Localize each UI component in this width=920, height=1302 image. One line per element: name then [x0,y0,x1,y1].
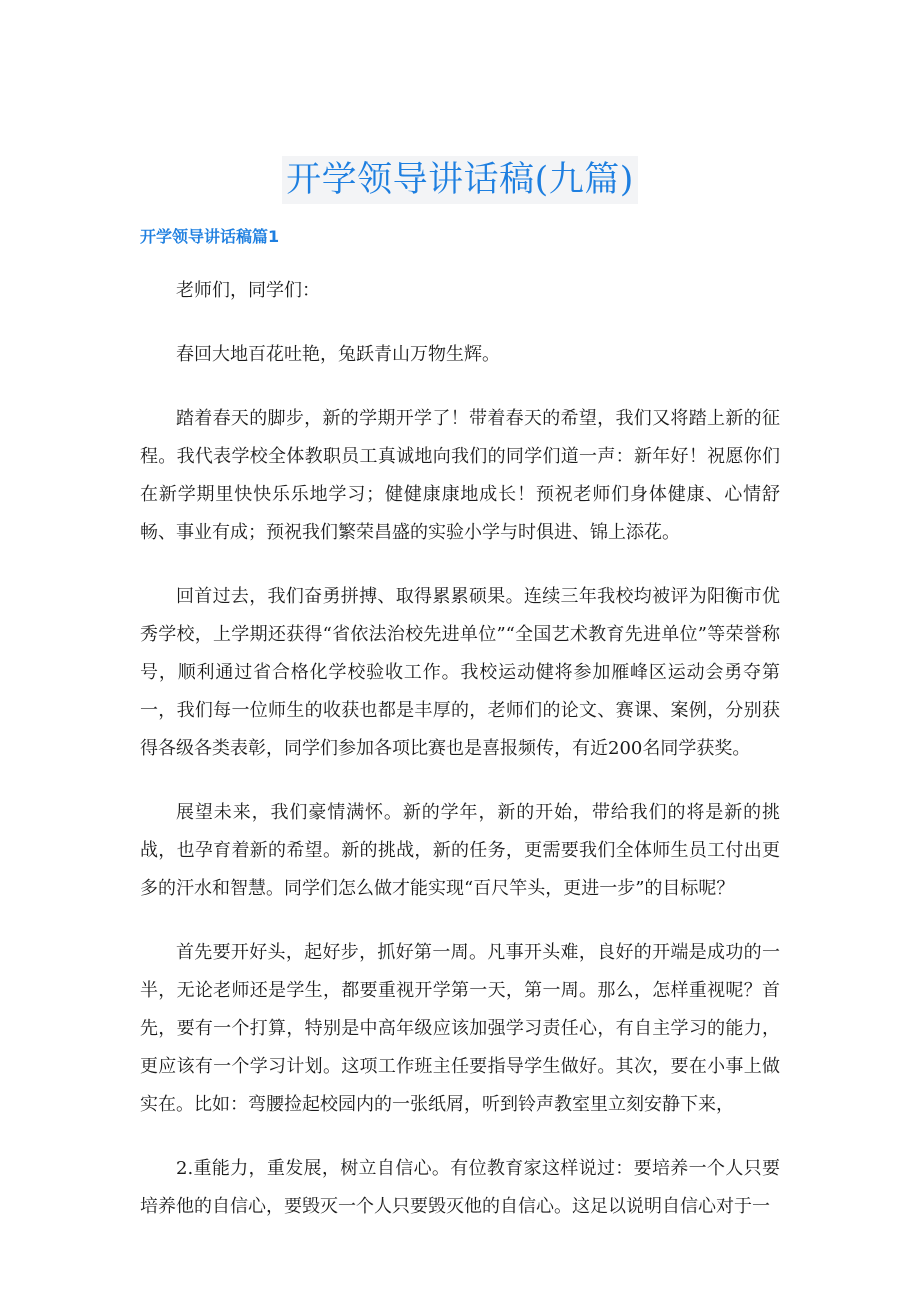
section-heading: 开学领导讲话稿篇1 [140,227,280,246]
paragraph: 展望未来，我们豪情满怀。新的学年，新的开始，带给我们的将是新的挑战，也孕育着新的希望。新的挑战，新的任务，更需要我们全体师生员工付出更多的汗水和智慧。同学们怎么做才能实现“百尺竿头，更进一步”的目标呢？ [140,802,780,899]
document-body [140,272,780,1252]
document-title: 开学领导讲话稿(九篇) [282,156,638,204]
paragraph: 2.重能力，重发展，树立自信心。有位教育家这样说过：要培养一个人只要培养他的自信心，要毁灭一个人只要毁灭他的自信心。这足以说明自信心对于一 [140,1158,780,1217]
paragraph: 踏着春天的脚步，新的学期开学了！带着春天的希望，我们又将踏上新的征程。我代表学校全体教职员工真诚地向我们的同学们道一声：新年好！祝愿你们在新学期里快快乐乐地学习；健健康康地成长！预祝老师们身体健康、心情舒畅、事业有成；预祝我们繁荣昌盛的实验小学与时俱进、锦上添花。 [140,408,780,543]
paragraph: 首先要开好头，起好步，抓好第一周。凡事开头难，良好的开端是成功的一半，无论老师还是学生，都要重视开学第一天，第一周。那么，怎样重视呢？首先，要有一个打算，特别是中高年级应该加强学习责任心，有自主学习的能力，更应该有一个学习计划。这项工作班主任要指导学生做好。其次，要在小事上做实在。比如：弯腰捡起校园内的一张纸屑，听到铃声教室里立刻安静下来， [140,942,780,1115]
title-container [0,133,920,228]
paragraph-greeting: 老师们，同学们： [176,280,320,301]
paragraph: 春回大地百花吐艳，兔跃青山万物生辉。 [176,344,500,365]
paragraph: 回首过去，我们奋勇拼搏、取得累累硕果。连续三年我校均被评为阳衡市优秀学校，上学期还获得“省依法治校先进单位”“全国艺术教育先进单位”等荣誉称号，顺利通过省合格化学校验收工作。我校运动健将参加雁峰区运动会勇夺第一，我们每一位师生的收获也都是丰厚的，老师们的论文、赛课、案例，分别获得各级各类表彰，同学们参加各项比赛也是喜报频传，有近200名同学获奖。 [140,586,780,759]
